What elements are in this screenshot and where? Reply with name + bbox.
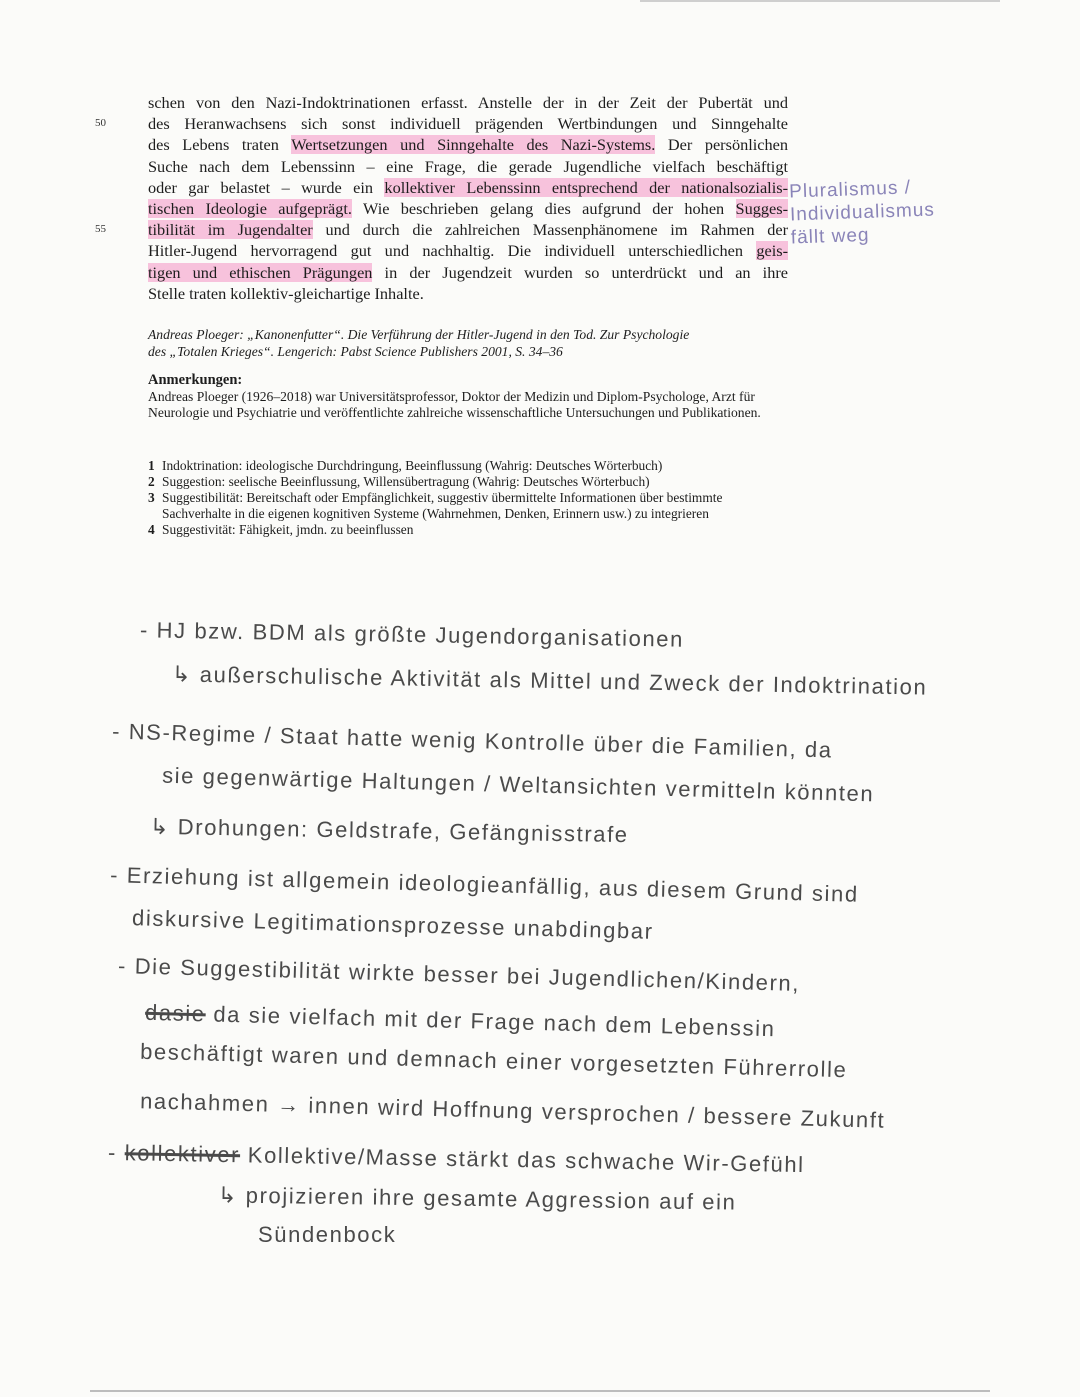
footnote-text: Suggestivität: Fähigkeit, jmdn. zu beeinflussen bbox=[162, 522, 414, 537]
margin-note bbox=[789, 175, 936, 249]
handwritten-line: ↳ projizieren ihre gesamte Aggression auf ein bbox=[217, 1182, 737, 1215]
text-segment: Wie beschrieben gelang dies aufgrund der hohen bbox=[351, 199, 736, 219]
footnote-number: 4 bbox=[148, 522, 155, 537]
footnote bbox=[148, 490, 788, 522]
text-line bbox=[148, 156, 788, 177]
handwritten-line: Sündenbock bbox=[258, 1222, 397, 1247]
footnote bbox=[148, 474, 788, 490]
struck-word: dasie bbox=[144, 999, 207, 1027]
footnotes bbox=[148, 458, 788, 538]
handwritten-line: beschäftigt waren und demnach einer vorgesetzten Führerrolle bbox=[139, 1038, 848, 1083]
line-number: 50 bbox=[95, 117, 106, 130]
citation bbox=[148, 326, 788, 360]
highlighted-text: Sugges- bbox=[735, 199, 788, 219]
line-number: 55 bbox=[95, 223, 106, 236]
text-segment: und durch die zahlreichen Massenphänomene im Rahmen der bbox=[312, 220, 788, 240]
annotations bbox=[148, 372, 788, 422]
margin-note-line: Pluralismus / bbox=[788, 177, 912, 203]
struck-word: kollektiver bbox=[124, 1140, 241, 1168]
handwritten-line: - Die Suggestibilität wirkte besser bei Jugendlichen/Kindern, bbox=[117, 953, 801, 996]
footnote bbox=[148, 522, 788, 538]
margin-note-line: fällt weg bbox=[790, 224, 870, 249]
text-segment: des Lebens traten bbox=[148, 135, 292, 155]
text-segment: Suche nach dem Lebenssinn – eine Frage, die gerade Jugendliche vielfach beschäftigt bbox=[148, 156, 788, 176]
highlighted-text: Wertsetzungen und Sinngehalte des Nazi-Systems. bbox=[291, 135, 656, 155]
handwritten-text: da sie vielfach mit der Frage nach dem Lebenssin bbox=[205, 1001, 776, 1042]
scan-edge-bottom bbox=[90, 1390, 990, 1392]
handwritten-text: Kollektive/Masse stärkt das schwache Wir-Gefühl bbox=[239, 1142, 805, 1178]
text-segment: oder gar belastet – wurde ein bbox=[148, 177, 385, 197]
text-line bbox=[148, 92, 788, 113]
footnote bbox=[148, 458, 788, 474]
text-line bbox=[148, 134, 788, 155]
text-segment: in der Jugendzeit wurden so unterdrückt und an ihre bbox=[372, 262, 788, 282]
handwritten-line bbox=[108, 1140, 805, 1178]
highlighted-text: tigen und ethischen Prägungen bbox=[148, 262, 373, 282]
handwritten-line: nachahmen → innen wird Hoffnung versprochen / bessere Zukunft bbox=[139, 1088, 886, 1133]
handwritten-line: ↳ außerschulische Aktivität als Mittel und Zweck der Indoktrination bbox=[171, 661, 928, 700]
handwritten-line: ↳ Drohungen: Geldstrafe, Gefängnisstrafe bbox=[149, 813, 629, 848]
handwritten-line: - Erziehung ist allgemein ideologieanfällig, aus diesem Grund sind bbox=[109, 862, 860, 907]
highlighted-text: tibilität im Jugendalter bbox=[148, 220, 313, 240]
text-segment: schen von den Nazi-Indoktrinationen erfasst. Anstelle der in der Zeit der Pubertät und bbox=[148, 93, 788, 112]
text-line bbox=[148, 177, 788, 198]
footnote-text: Suggestibilität: Bereitschaft oder Empfänglichkeit, suggestiv übermittelte Informationen über bestimmte Sachverhalte in die eigenen kognitiven Systeme (Wahrnehmen, Denken, Erinnern usw.) zu integrieren bbox=[162, 490, 723, 521]
citation-line-1: Andreas Ploeger: „Kanonenfutter“. Die Verführung der Hitler-Jugend in den Tod. Zur Psychologie bbox=[148, 327, 690, 342]
text-line bbox=[148, 283, 788, 304]
handwritten-text: - bbox=[107, 1139, 125, 1166]
handwritten-line: - NS-Regime / Staat hatte wenig Kontrolle über die Familien, da bbox=[111, 718, 833, 763]
highlighted-text: tischen Ideologie aufgeprägt. bbox=[148, 199, 352, 219]
text-line bbox=[148, 198, 788, 219]
text-line bbox=[148, 113, 788, 134]
text-line bbox=[148, 240, 788, 261]
annotations-heading: Anmerkungen: bbox=[148, 372, 243, 388]
footnote-text: Suggestion: seelische Beeinflussung, Willensübertragung (Wahrig: Deutsches Wörterbuch) bbox=[162, 474, 650, 489]
highlighted-text: kollektiver Lebenssinn entsprechend der nationalsozialis- bbox=[384, 177, 788, 197]
handwritten-line bbox=[145, 1000, 776, 1042]
footnote-number: 2 bbox=[148, 474, 155, 489]
scan-edge-top bbox=[640, 0, 1000, 2]
handwritten-line: diskursive Legitimationsprozesse unabdingbar bbox=[131, 905, 654, 944]
text-segment: Stelle traten kollektiv-gleichartige Inhalte. bbox=[148, 283, 424, 303]
footnote-number: 1 bbox=[148, 458, 155, 473]
text-segment: des Heranwachsens sich sonst individuell prägenden Wertbindungen und Sinngehalte bbox=[148, 114, 788, 134]
body-text bbox=[148, 92, 788, 304]
text-segment: Hitler-Jugend hervorragend gut und nachhaltig. Die individuell unterschiedlichen bbox=[148, 241, 757, 261]
text-line bbox=[148, 262, 788, 283]
footnote-text: Indoktrination: ideologische Durchdringung, Beeinflussung (Wahrig: Deutsches Wörterbuch) bbox=[162, 458, 663, 473]
margin-note-line: Individualismus bbox=[789, 199, 936, 226]
footnote-number: 3 bbox=[148, 490, 155, 505]
text-line bbox=[148, 219, 788, 240]
handwritten-line: sie gegenwärtige Haltungen / Weltansichten vermitteln könnten bbox=[161, 762, 875, 807]
highlighted-text: geis- bbox=[756, 241, 788, 261]
annotations-body: Andreas Ploeger (1926–2018) war Universitätsprofessor, Doktor der Medizin und Diplom-Psychologe, Arzt für Neurologie und Psychiatrie und veröffentlichte zahlreiche wissenschaftliche Untersuchungen und Publikationen. bbox=[148, 388, 761, 420]
handwritten-line: - HJ bzw. BDM als größte Jugendorganisationen bbox=[139, 617, 685, 652]
citation-line-2: des „Totalen Krieges“. Lengerich: Pabst Science Publishers 2001, S. 34–36 bbox=[148, 344, 563, 359]
text-segment: Der persönlichen bbox=[655, 135, 789, 155]
